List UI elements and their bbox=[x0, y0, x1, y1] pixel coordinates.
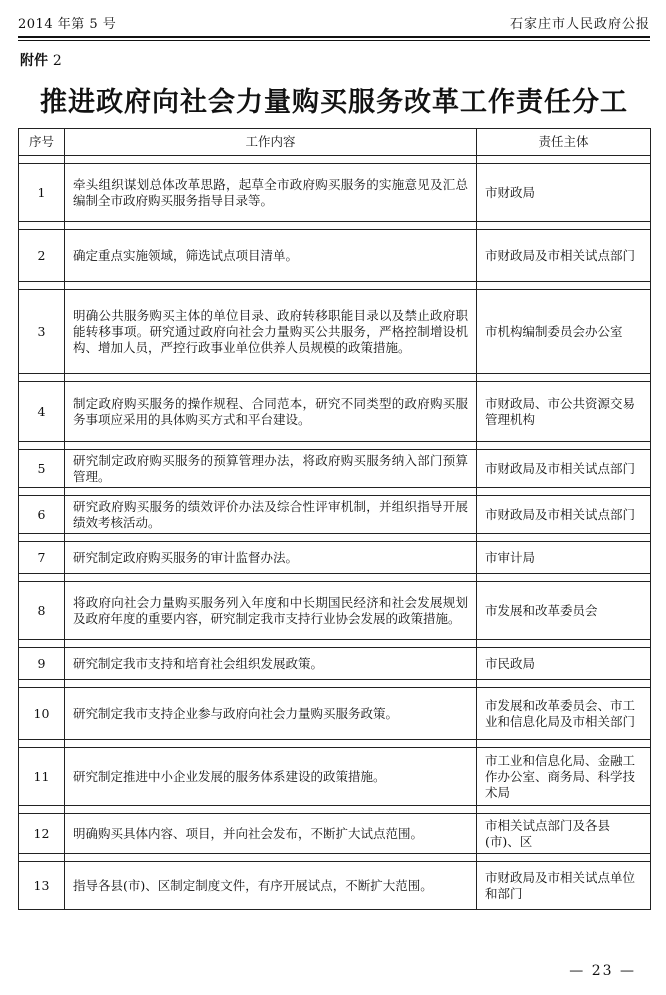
row-spacer-cell bbox=[19, 640, 65, 648]
row-index: 4 bbox=[19, 382, 65, 442]
table-header-row bbox=[19, 129, 651, 156]
row-owner: 市发展和改革委员会 bbox=[477, 582, 651, 640]
table-row bbox=[19, 450, 651, 488]
row-spacer-cell bbox=[19, 156, 65, 164]
row-owner: 市审计局 bbox=[477, 542, 651, 574]
row-spacer bbox=[19, 156, 651, 164]
row-index: 12 bbox=[19, 814, 65, 854]
row-index: 7 bbox=[19, 542, 65, 574]
row-content: 指导各县(市)、区制定制度文件，有序开展试点，不断扩大范围。 bbox=[65, 862, 477, 910]
row-spacer-cell bbox=[19, 534, 65, 542]
column-header-content: 工作内容 bbox=[65, 129, 477, 156]
row-spacer bbox=[19, 740, 651, 748]
row-content: 制定政府购买服务的操作规程、合同范本，研究不同类型的政府购买服务事项应采用的具体购买方式和平台建设。 bbox=[65, 382, 477, 442]
row-spacer-cell bbox=[19, 442, 65, 450]
attachment-number: 2 bbox=[52, 53, 62, 69]
row-spacer-cell bbox=[65, 534, 477, 542]
row-spacer-cell bbox=[19, 574, 65, 582]
row-spacer-cell bbox=[477, 156, 651, 164]
row-owner: 市财政局 bbox=[477, 164, 651, 222]
row-owner: 市民政局 bbox=[477, 648, 651, 680]
table-row bbox=[19, 382, 651, 442]
table-row bbox=[19, 862, 651, 910]
row-spacer-cell bbox=[477, 574, 651, 582]
responsibility-table bbox=[18, 128, 651, 910]
row-owner: 市财政局、市公共资源交易管理机构 bbox=[477, 382, 651, 442]
column-header-owner: 责任主体 bbox=[477, 129, 651, 156]
header-rule-thin bbox=[18, 40, 650, 41]
row-spacer-cell bbox=[477, 534, 651, 542]
row-content: 研究制定政府购买服务的预算管理办法，将政府购买服务纳入部门预算管理。 bbox=[65, 450, 477, 488]
row-spacer-cell bbox=[477, 740, 651, 748]
row-owner: 市财政局及市相关试点单位和部门 bbox=[477, 862, 651, 910]
row-spacer bbox=[19, 222, 651, 230]
row-spacer bbox=[19, 442, 651, 450]
row-content: 研究制定政府购买服务的审计监督办法。 bbox=[65, 542, 477, 574]
row-spacer bbox=[19, 574, 651, 582]
attachment-word: 附件 bbox=[20, 53, 48, 69]
table-row bbox=[19, 648, 651, 680]
table-body bbox=[19, 156, 651, 910]
table-row bbox=[19, 582, 651, 640]
running-header bbox=[18, 10, 650, 36]
row-spacer-cell bbox=[477, 680, 651, 688]
row-content: 研究制定我市支持企业参与政府向社会力量购买服务政策。 bbox=[65, 688, 477, 740]
table-row bbox=[19, 748, 651, 806]
row-content: 研究政府购买服务的绩效评价办法及综合性评审机制，并组织指导开展绩效考核活动。 bbox=[65, 496, 477, 534]
page-number: — 23 — bbox=[569, 963, 636, 979]
row-spacer-cell bbox=[65, 806, 477, 814]
row-spacer-cell bbox=[477, 222, 651, 230]
row-spacer-cell bbox=[65, 222, 477, 230]
row-spacer-cell bbox=[477, 806, 651, 814]
header-rule-thick bbox=[18, 36, 650, 38]
row-spacer-cell bbox=[65, 156, 477, 164]
row-spacer-cell bbox=[19, 282, 65, 290]
table-row bbox=[19, 496, 651, 534]
row-spacer-cell bbox=[65, 680, 477, 688]
row-spacer-cell bbox=[19, 806, 65, 814]
row-spacer-cell bbox=[65, 854, 477, 862]
row-spacer-cell bbox=[477, 374, 651, 382]
table-row bbox=[19, 688, 651, 740]
row-spacer-cell bbox=[477, 640, 651, 648]
row-owner: 市财政局及市相关试点部门 bbox=[477, 496, 651, 534]
table-row bbox=[19, 164, 651, 222]
table-row bbox=[19, 230, 651, 282]
row-spacer bbox=[19, 374, 651, 382]
row-spacer-cell bbox=[477, 854, 651, 862]
row-index: 13 bbox=[19, 862, 65, 910]
row-spacer bbox=[19, 680, 651, 688]
row-spacer-cell bbox=[65, 574, 477, 582]
row-index: 6 bbox=[19, 496, 65, 534]
row-owner: 市发展和改革委员会、市工业和信息化局及市相关部门 bbox=[477, 688, 651, 740]
row-index: 11 bbox=[19, 748, 65, 806]
row-spacer-cell bbox=[65, 740, 477, 748]
row-spacer bbox=[19, 854, 651, 862]
row-index: 9 bbox=[19, 648, 65, 680]
issue-label: 2014 年第 5 号 bbox=[18, 17, 117, 32]
row-index: 10 bbox=[19, 688, 65, 740]
column-header-index: 序号 bbox=[19, 129, 65, 156]
row-spacer-cell bbox=[19, 680, 65, 688]
row-spacer-cell bbox=[19, 488, 65, 496]
row-content: 研究制定我市支持和培育社会组织发展政策。 bbox=[65, 648, 477, 680]
row-content: 明确购买具体内容、项目，并向社会发布，不断扩大试点范围。 bbox=[65, 814, 477, 854]
row-owner: 市工业和信息化局、金融工作办公室、商务局、科学技术局 bbox=[477, 748, 651, 806]
row-spacer bbox=[19, 488, 651, 496]
row-spacer-cell bbox=[477, 442, 651, 450]
row-index: 2 bbox=[19, 230, 65, 282]
row-spacer-cell bbox=[65, 488, 477, 496]
row-spacer-cell bbox=[477, 282, 651, 290]
row-spacer bbox=[19, 534, 651, 542]
row-spacer-cell bbox=[19, 854, 65, 862]
row-owner: 市相关试点部门及各县(市)、区 bbox=[477, 814, 651, 854]
row-spacer bbox=[19, 640, 651, 648]
document-title: 推进政府向社会力量购买服务改革工作责任分工 bbox=[40, 87, 628, 118]
row-index: 8 bbox=[19, 582, 65, 640]
row-spacer-cell bbox=[65, 640, 477, 648]
attachment-label bbox=[20, 50, 62, 70]
row-spacer-cell bbox=[19, 740, 65, 748]
row-spacer-cell bbox=[19, 374, 65, 382]
row-owner: 市财政局及市相关试点部门 bbox=[477, 230, 651, 282]
row-index: 5 bbox=[19, 450, 65, 488]
row-spacer bbox=[19, 282, 651, 290]
publication-name: 石家庄市人民政府公报 bbox=[509, 17, 650, 32]
row-spacer-cell bbox=[65, 442, 477, 450]
row-content: 将政府向社会力量购买服务列入年度和中长期国民经济和社会发展规划及政府年度的重要内容，研究制定我市支持行业协会发展的政策措施。 bbox=[65, 582, 477, 640]
row-content: 牵头组织谋划总体改革思路，起草全市政府购买服务的实施意见及汇总编制全市政府购买服务指导目录等。 bbox=[65, 164, 477, 222]
table-row bbox=[19, 814, 651, 854]
row-spacer-cell bbox=[19, 222, 65, 230]
row-index: 1 bbox=[19, 164, 65, 222]
row-owner: 市机构编制委员会办公室 bbox=[477, 290, 651, 374]
row-content: 研究制定推进中小企业发展的服务体系建设的政策措施。 bbox=[65, 748, 477, 806]
row-content: 明确公共服务购买主体的单位目录、政府转移职能目录以及禁止政府职能转移事项。研究通过政府向社会力量购买公共服务，严格控制增设机构、增加人员，严控行政事业单位供养人员规模的政策措施。 bbox=[65, 290, 477, 374]
row-spacer bbox=[19, 806, 651, 814]
row-spacer-cell bbox=[477, 488, 651, 496]
row-content: 确定重点实施领域，筛选试点项目清单。 bbox=[65, 230, 477, 282]
row-owner: 市财政局及市相关试点部门 bbox=[477, 450, 651, 488]
row-spacer-cell bbox=[65, 282, 477, 290]
row-spacer-cell bbox=[65, 374, 477, 382]
table-row bbox=[19, 290, 651, 374]
row-index: 3 bbox=[19, 290, 65, 374]
table-row bbox=[19, 542, 651, 574]
